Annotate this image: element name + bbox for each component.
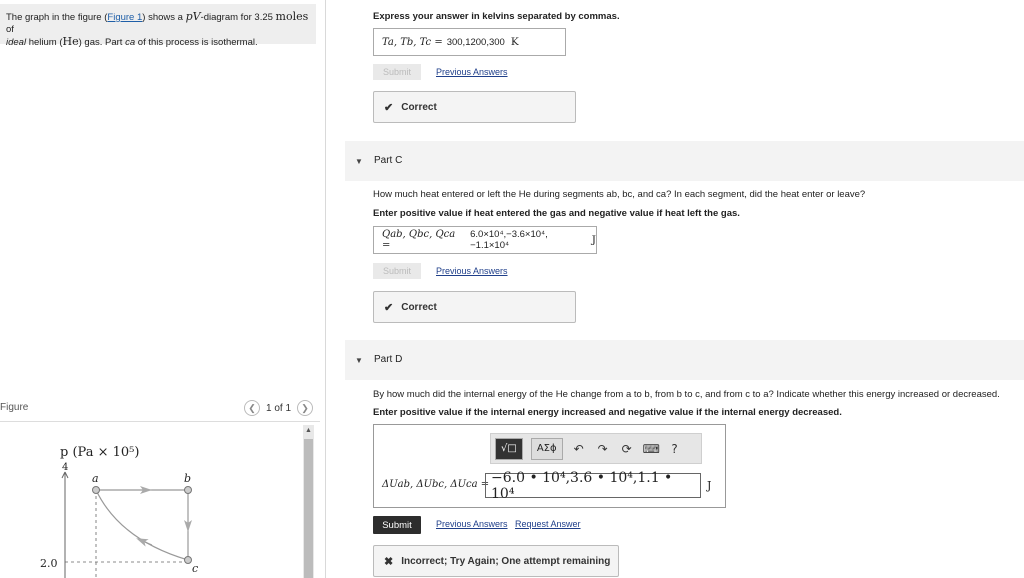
figure-header [0,398,320,422]
part-b-submit-button[interactable]: Submit [373,64,421,80]
segment-ca [96,490,188,560]
reset-icon[interactable]: ⟳ [621,441,632,456]
figure-pager [244,400,313,416]
part-c-answer-value: 6.0×10⁴,−3.6×10⁴,−1.1×10⁴ [470,229,548,251]
part-c-header[interactable] [345,141,1024,181]
y-tick-top: 4 [62,462,69,473]
scroll-up-icon[interactable]: ▲ [305,427,312,434]
part-d-answer-label: ΔUab, ΔUbc, ΔUca = [382,479,490,490]
pager-count: 1 of 1 [266,402,292,414]
arrow-ca [138,539,152,545]
problem-text: of this process is isothermal. [135,37,258,48]
ca-symbol: ca [125,37,136,48]
problem-statement [0,4,316,48]
figure-scrollbar[interactable] [303,425,314,578]
pv-symbol: pV [185,10,201,23]
point-b-label: b [184,472,192,485]
part-b-answer-label: Ta, Tb, Tc = [382,36,443,48]
symbols-button[interactable]: AΣϕ [531,438,563,460]
scroll-thumb[interactable] [304,439,313,578]
part-d-answer-input[interactable]: −6.0 • 10⁴,3.6 • 10⁴,1.1 • 10⁴ [485,473,701,498]
math-answer-editor [373,424,726,508]
problem-text: -diagram for 3.25 [200,12,276,23]
chevron-left-icon[interactable]: ❮ [244,400,260,416]
part-d-unit: J [707,479,712,492]
he-symbol: He [62,35,79,48]
templates-button[interactable]: √□ [495,438,523,460]
part-c-label: Part C [374,155,403,166]
part-b-previous-answers-link[interactable]: Previous Answers [436,67,508,77]
y-axis-label: p (Pa × 10⁵) [60,445,140,460]
point-b-marker [185,487,192,494]
part-d-question: By how much did the internal energy of the He change from a to b, from b to c, and from c to a? Indicate whether this energy increased or decreased. [373,389,1000,400]
collapse-arrow-icon[interactable]: ▼ [355,157,363,166]
redo-icon[interactable]: ↷ [597,441,608,456]
keyboard-icon[interactable]: ⌨ [642,441,660,456]
part-d-previous-answers-link[interactable]: Previous Answers [436,519,508,529]
part-d-submit-button[interactable]: Submit [373,516,421,534]
moles-word: moles [275,10,309,23]
chevron-right-icon[interactable]: ❯ [297,400,313,416]
part-b-feedback [373,91,576,123]
part-d-header[interactable] [345,340,1024,380]
pv-diagram [30,440,230,578]
part-b-unit: K [510,36,519,48]
ideal-word: ideal [6,37,27,48]
check-icon: ✔ [384,101,394,114]
request-answer-link[interactable]: Request Answer [515,519,581,529]
collapse-arrow-icon[interactable]: ▼ [355,356,363,365]
part-c-feedback-text: Correct [401,301,437,313]
part-d-instruction: Enter positive value if the internal energy increased and negative value if the internal energy decreased. [373,407,842,418]
part-c-submit-button[interactable]: Submit [373,263,421,279]
point-a-marker [93,487,100,494]
part-c-answer-box[interactable] [373,226,597,254]
x-icon: ✖ [384,555,394,568]
point-c-label: c [192,562,199,575]
help-button[interactable]: ? [671,441,678,456]
part-b-answer-value: 300,1200,300 [446,36,505,48]
part-c-question: How much heat entered or left the He during segments ab, bc, and ca? In each segment, did the heat enter or leave? [373,189,866,200]
problem-text: helium ( [26,37,63,48]
figure-link[interactable]: Figure 1 [107,12,143,23]
part-d-label: Part D [374,354,403,365]
part-b-answer-box[interactable] [373,28,566,56]
figure-title: Figure [0,402,29,413]
y-tick-2: 2.0 [40,557,58,570]
part-c-previous-answers-link[interactable]: Previous Answers [436,266,508,276]
answer-panel [327,0,1024,578]
problem-text: The graph in the figure ( [6,12,108,23]
part-c-instruction: Enter positive value if heat entered the gas and negative value if heat left the gas. [373,208,740,219]
problem-text: ) shows a [142,12,186,23]
part-b-feedback-text: Correct [401,101,437,113]
undo-icon[interactable]: ↶ [573,441,584,456]
part-c-answer-label: Qab, Qbc, Qca = [382,229,456,251]
part-c-feedback [373,291,576,323]
problem-panel [0,0,326,578]
point-a-label: a [92,472,99,485]
problem-text: ) gas. Part [78,37,126,48]
check-icon: ✔ [384,301,394,314]
part-b-instruction: Express your answer in kelvins separated by commas. [373,11,620,22]
part-c-unit: J [591,234,596,246]
part-d-feedback-text: Incorrect; Try Again; One attempt remaining [401,555,611,567]
point-c-marker [185,557,192,564]
problem-text: of [6,24,14,35]
math-toolbar [490,433,702,464]
part-d-feedback [373,545,619,577]
